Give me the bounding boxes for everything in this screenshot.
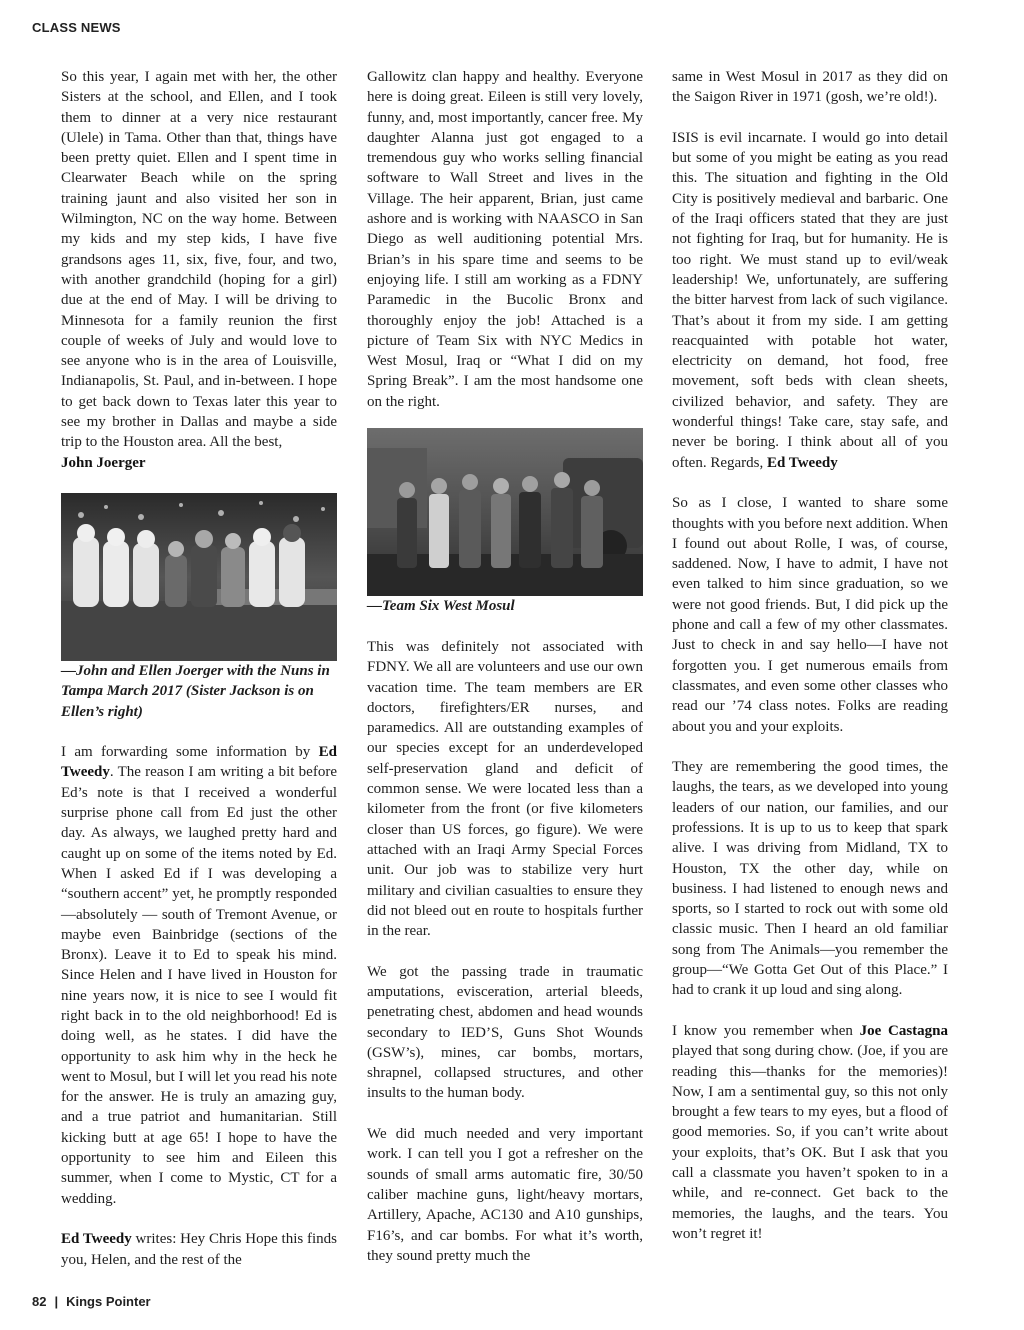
photo-team-six (367, 428, 643, 596)
paragraph: Gallowitz clan happy and healthy. Everyone here is doing great. Eileen is still very lovely, funny, and, most importantly, cancer free. My daughter Alanna just got engaged to a tremendous guy who works selling financial software to Wall Street and lives in the Village. The heir apparent, Brian, just came ashore and is working with NAASCO in San Diego as well auditioning potential Mrs. Brian’s in his spare time and seems to be enjoying life. I still am working as a FDNY Paramedic in the Bucolic Bronx and thoroughly enjoy the job! Attached is a picture of Team Six with NYC Medics in West Mosul, Iraq or “What I did on my Spring Break”. I am the most handsome one on the right. (367, 69, 643, 410)
column-2 (367, 67, 643, 1286)
section-header: CLASS NEWS (32, 20, 121, 35)
paragraph: We did much needed and very important work. I can tell you I got a refresher on the sounds of small arms automatic fire, 30/50 caliber machine guns, light/heavy mortars, Artillery, Apache, AC130 and A10 gunships, F16’s, and car bombs. For what it’s worth, they sound pretty much the (367, 1126, 643, 1264)
paragraph-text: writes: Hey Chris Hope this finds you, Helen, and the rest of the (61, 1231, 338, 1268)
paragraph-text: I am forwarding some information by (61, 744, 319, 761)
person-name: Joe Castagna (859, 1022, 948, 1039)
paragraph-text: ISIS is evil incarnate. I would go into detail but some of you might be eating as you read this. The situation and fighting in the Old City is positively medieval and barbaric. One of the Iraqi officers stated that they are just not fighting for Iraq, but for humanity. He is too right. We must stand up to evil/weak leadership! We, unfortunately, are suffering the bitter harvest from lack of such vigilance. That’s about it from my side. I am getting reacquainted with potable hot water, electricity on demand, hot food, free movement, soft beds with clean sheets, civilized behavior, and safety. They are wonderful things! Take care, stay safe, and never be boring. I think about all of you often. Regards, (672, 129, 948, 471)
person-name: Ed Tweedy (61, 744, 337, 781)
paragraph-text: So this year, I again met with her, the other Sisters at the school, and Ellen, and I took them to dinner at a very nice restaurant (Ulele) in Tama. Other than that, things have been pretty quiet. Ellen and I spent time in Clearwater Beach while on the spring training jaunt and also visited her son in Wilmington, NC on the way home. Between my kids and my step kids, I have five grandsons ages 11, six, five, four, and two, with another grandchild (hoping for a girl) due at the end of May. I will be driving to Minnesota for a family reunion the first couple of weeks of July and would love to see anyone who is in the area of Louisville, Indianapolis, St. Paul, and in-between. I hope to get back down to Texas later this year to see my brother in Dallas and maybe a side trip to the Houston area. All the best, (61, 69, 337, 451)
photo-caption: —Team Six West Mosul (367, 598, 515, 615)
photo-team-six-image (367, 428, 643, 596)
page-number: 82 (32, 1294, 47, 1309)
signature: Ed Tweedy (766, 454, 838, 471)
footer-separator: | (54, 1294, 59, 1309)
page-footer (32, 1294, 151, 1309)
paragraph-text: played that song during chow. (Joe, if you are reading this—thanks for the memories)! Now, I am a sentimental guy, so this not only brought a few tears to my eyes, but a flood of good memories. So, if you can’t write about your exploits, that’s OK. But I ask that you call a classmate you haven’t spoken to in a while, and re-connect. Get back to the memories, the laughs, and the tears. You won’t regret it! (672, 1043, 948, 1242)
signature: John Joerger (61, 454, 146, 471)
paragraph: So as I close, I wanted to share some thoughts with you before next addition. When I found out about Rolle, I was, of course, saddened. Now, I have to admit, I have not even talked to him since graduation, so we were not good friends. But, I did pick up the phone and call a few of my other classmates. Just to check in and say hello—I have not forgotten you. I get numerous emails from classmates, and even some other classes who read our ’74 class notes. Folks are reading about you and your exploits. (672, 495, 948, 735)
paragraph-text: . The reason I am writing a bit before Ed’s note is that I received a wonderful surprise phone call from Ed just the other day. As always, we laughed pretty hard and caught up on some of the items noted by Ed. When I asked Ed if I was developing a “southern accent” yet, he promptly responded—absolutely — south of Tremont Avenue, or maybe even Bainbridge (sections of the Bronx). Leave it to Ed to speak his mind. Since Helen and I have lived in Houston for nine years now, it is nice to see I would fit right back in to the old neighborhood! Ed is doing well, as he states. I did have the opportunity to ask him why in the heck he went to Mosul, but I will let you read his note for the answer. He is truly an amazing guy, and a true patriot and humanitarian. Still kicking butt at age 65! I hope to have the opportunity to see him and Eileen this summer, when I come to Mystic, CT for a wedding. (61, 764, 337, 1207)
paragraph (61, 742, 337, 1209)
paragraph (672, 128, 948, 473)
paragraph-text: I know you remember when (672, 1022, 860, 1039)
column-3 (672, 67, 948, 1265)
publication-name: Kings Pointer (66, 1294, 151, 1309)
column-1 (61, 67, 337, 1290)
paragraph: They are remembering the good times, the laughs, the tears, as we developed into young leaders of our nation, our families, and our professions. It is up to us to keep that spark alive. I was driving from Midland, TX to Houston, TX the other day, while on business. I had listened to enough news and sports, so I started to rock out with some old classic music. Then I heard an old familiar song from The Animals—you remember the group—“We Gotta Get Out of this Place.” I had to crank it up loud and sing along. (672, 759, 948, 999)
paragraph: same in West Mosul in 2017 as they did on the Saigon River in 1971 (gosh, we’re old!). (672, 69, 948, 106)
paragraph (61, 1229, 337, 1270)
photo-joerger-nuns (61, 493, 337, 661)
photo-caption: —John and Ellen Joerger with the Nuns in Tampa March 2017 (Sister Jackson is on Ellen’s right) (61, 662, 330, 720)
paragraph: We got the passing trade in traumatic amputations, evisceration, arterial bleeds, penetrating chest, abdomen and head wounds secondary to IED’S, Guns Shot Wounds (GSW’s), mines, car bombs, mortars, shrapnel, collapsed structures, and other insults to the human body. (367, 963, 643, 1102)
paragraph: This was definitely not associated with FDNY. We all are volunteers and use our own vacation time. The team members are ER doctors, firefighters/ER nurses, and paramedics. All are outstanding examples of our species except for an underdeveloped self-preservation gland and deficit of common sense. We were located less than a kilometer from the front (or five kilometers closer than US forces, go figure). We were attached with an Iraqi Army Special Forces unit. Our job was to stabilize very hurt military and civilian casualties to ensure they did not bleed out en route to hospitals further in the rear. (367, 638, 643, 940)
person-name: Ed Tweedy (61, 1231, 132, 1248)
paragraph (672, 1021, 948, 1244)
paragraph (61, 67, 337, 473)
photo-joerger-nuns-image (61, 493, 337, 661)
